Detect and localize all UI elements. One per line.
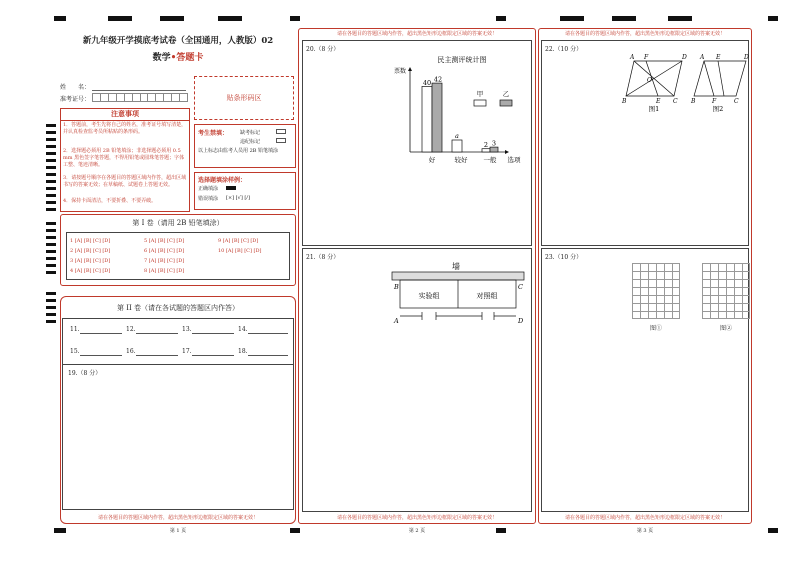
category-good: 好	[428, 156, 436, 164]
card-label: 答题卡	[176, 53, 204, 63]
fig1-point-f: F	[644, 54, 649, 61]
label-yi-good: 42	[433, 75, 443, 84]
fig1-point-o: O	[647, 77, 652, 84]
label-a: a	[455, 132, 459, 140]
side-mark	[46, 292, 56, 295]
group2-label: 对照组	[476, 292, 498, 300]
side-mark	[46, 243, 56, 246]
divider	[62, 364, 294, 365]
note-3: 3．请按题号顺序在各题目的答题区域内作答，超出区域书写的答案无效；在草稿纸、试题卷上答题无效。	[63, 175, 187, 188]
barcode-area: 贴条形码区	[194, 76, 294, 120]
choice-q1[interactable]: 1 [A] [B] [C] [D]	[70, 238, 111, 244]
legend-jia-label: 甲	[476, 90, 484, 98]
notes-title: 注意事项	[60, 109, 190, 121]
blank-11[interactable]	[80, 333, 122, 334]
note-4: 4．保持卡面清洁，不要折叠、不要弄破。	[63, 198, 157, 204]
correct-fill-sample	[226, 186, 236, 190]
side-mark	[46, 250, 56, 253]
side-mark	[46, 173, 56, 176]
blank-15[interactable]	[80, 355, 122, 356]
legend-yi-swatch	[500, 100, 512, 106]
bar-yi-average	[490, 147, 498, 152]
absent-checkbox[interactable]	[276, 129, 286, 134]
blank-13-label: 13.	[182, 326, 192, 333]
y-axis-label: 票数	[393, 68, 407, 75]
fig2-point-c: C	[734, 98, 739, 105]
side-mark	[46, 159, 56, 162]
bar-yi-good	[432, 83, 442, 152]
side-mark	[46, 166, 56, 169]
subject-line	[62, 50, 294, 63]
blank-12-label: 12.	[126, 326, 136, 333]
timing-mark	[290, 16, 300, 21]
side-mark	[46, 320, 56, 323]
label-yi-average: 3	[491, 139, 497, 148]
choice-q10[interactable]: 10 [A] [B] [C] [D]	[218, 248, 262, 254]
choice-q6[interactable]: 6 [A] [B] [C] [D]	[144, 248, 185, 254]
side-mark	[46, 201, 56, 204]
blank-16-label: 16.	[126, 348, 136, 355]
side-mark	[46, 229, 56, 232]
wrong-fill-marks: [×] [√] [/]	[226, 195, 250, 201]
legend-yi-label: 乙	[502, 90, 510, 98]
wall-label: 墙	[452, 262, 460, 271]
q19-answer-area[interactable]	[64, 378, 292, 508]
side-mark	[46, 264, 56, 267]
side-mark	[46, 138, 56, 141]
q22-figure1	[620, 52, 690, 112]
timing-mark	[560, 16, 584, 21]
timing-mark	[768, 16, 778, 21]
side-mark	[46, 194, 56, 197]
label-jia-good: 40	[422, 78, 432, 87]
q21-diagram	[390, 260, 530, 326]
correct-fill-label: 正确填涂	[198, 186, 219, 192]
side-mark	[46, 187, 56, 190]
blank-14-label: 14.	[238, 326, 248, 333]
q19-label: 19.（8 分）	[68, 370, 102, 377]
fig2-point-f: F	[712, 98, 717, 105]
side-mark	[46, 222, 56, 225]
x-axis-label: 选项	[507, 156, 521, 164]
choice-q9[interactable]: 9 [A] [B] [C] [D]	[218, 238, 259, 244]
q23-grid-2[interactable]	[702, 263, 750, 319]
fig2-caption: 图2	[712, 105, 724, 112]
subject-dot: •	[170, 53, 177, 63]
diagonal-bd	[626, 61, 682, 96]
q21-label: 21.（8 分）	[306, 254, 340, 261]
wall	[392, 272, 524, 280]
part1-title: 第 I 卷（请用 2B 铅笔填涂）	[132, 219, 224, 227]
blank-15-label: 15.	[70, 348, 80, 355]
name-label: 姓 名：	[60, 84, 91, 91]
choice-q4[interactable]: 4 [A] [B] [C] [D]	[70, 268, 111, 274]
blank-18[interactable]	[248, 355, 288, 356]
violation-label: 违纪标记	[240, 139, 261, 145]
id-field[interactable]	[92, 93, 188, 102]
blank-12[interactable]	[136, 333, 178, 334]
q22-label: 22.（10 分）	[545, 46, 583, 53]
group1-label: 实验组	[418, 292, 440, 300]
name-field[interactable]	[92, 90, 186, 91]
timing-mark	[108, 16, 132, 21]
side-mark	[46, 236, 56, 239]
blank-14[interactable]	[248, 333, 288, 334]
note-1: 1．答题前，考生先将自己的姓名，准考证号填写清楚，并认真检查监考员所粘贴的条形码。	[63, 122, 187, 135]
parallelogram-2	[694, 61, 746, 96]
id-label: 准考证号：	[60, 96, 91, 103]
timing-mark	[768, 528, 778, 533]
side-mark	[46, 208, 56, 211]
category-average: 一般	[483, 156, 497, 164]
point-a: A	[394, 317, 399, 325]
side-mark	[46, 124, 56, 127]
blank-17[interactable]	[192, 355, 234, 356]
bar-jia-good	[422, 86, 432, 152]
legend-jia-swatch	[474, 100, 486, 106]
timing-mark	[668, 16, 692, 21]
blank-13[interactable]	[192, 333, 234, 334]
q22-figure2	[690, 52, 750, 112]
page1-number: 第 1 页	[169, 528, 187, 534]
q20-label: 20.（8 分）	[306, 46, 340, 53]
fig2-point-e: E	[716, 54, 721, 61]
note-2: 2．选择题必须用 2B 铅笔填涂；非选择题必须用 0.5 mm 黑色签字笔答题，不得用铅笔或圆珠笔答题；字体工整、笔迹清晰。	[63, 148, 185, 168]
fig1-point-d: D	[682, 54, 687, 61]
fig2-point-a: A	[700, 54, 705, 61]
chart-title: 民主测评统计图	[437, 56, 487, 64]
wrong-fill-label: 错误填涂	[198, 196, 219, 202]
blank-11-label: 11.	[70, 326, 80, 333]
timing-mark	[612, 16, 636, 21]
point-c: C	[518, 283, 523, 291]
fig1-point-c: C	[673, 98, 678, 105]
timing-mark	[496, 16, 506, 21]
label-jia-average: 2	[483, 141, 489, 150]
page2-warning: 请在各题目的答题区域内作答，超出黑色矩形边框限定区域的答案无效！	[336, 515, 497, 521]
blank-18-label: 18.	[238, 348, 248, 355]
page3-top-warning: 请在各题目的答题区域内作答，超出黑色矩形边框限定区域的答案无效！	[564, 31, 725, 37]
timing-mark	[160, 16, 184, 21]
q23-fig2-caption: 图②	[719, 325, 732, 332]
choice-q8[interactable]: 8 [A] [B] [C] [D]	[144, 268, 185, 274]
fig1-point-e: E	[656, 98, 661, 105]
side-mark	[46, 145, 56, 148]
y-axis-arrow	[408, 67, 412, 71]
segment-fd	[718, 61, 724, 96]
q23-label: 23.（10 分）	[545, 254, 583, 261]
absent-label: 缺考标记	[240, 130, 261, 136]
fig1-point-b: B	[622, 98, 627, 105]
part2-title: 第 II 卷（请在各试题的答题区内作答）	[117, 304, 239, 312]
fig2-point-b: B	[691, 98, 696, 105]
blank-16[interactable]	[136, 355, 178, 356]
page3-warning: 请在各题目的答题区域内作答，超出黑色矩形边框限定区域的答案无效！	[564, 515, 725, 521]
q20-bar-chart	[370, 52, 530, 164]
side-mark	[46, 131, 56, 134]
side-mark	[46, 299, 56, 302]
point-b: B	[394, 283, 399, 291]
choice-q3[interactable]: 3 [A] [B] [C] [D]	[70, 258, 111, 264]
bar-fair	[452, 140, 462, 152]
fig2-point-d: D	[744, 54, 749, 61]
q23-fig1-caption: 图①	[649, 325, 662, 332]
fig1-caption: 图1	[648, 105, 660, 112]
side-mark	[46, 313, 56, 316]
forbidden-title: 考生禁填：	[198, 130, 229, 137]
q23-grid-1[interactable]	[632, 263, 680, 319]
side-mark	[46, 180, 56, 183]
point-d: D	[518, 317, 524, 325]
exam-title: 新九年级开学摸底考试卷（全国通用，人教版）02	[82, 36, 274, 46]
page3-number: 第 3 页	[636, 528, 654, 534]
violation-checkbox[interactable]	[276, 138, 286, 143]
page1-warning: 请在各题目的答题区域内作答，超出黑色矩形边框限定区域的答案无效！	[97, 515, 258, 521]
segment-ae	[704, 61, 714, 96]
page2-number: 第 2 页	[408, 528, 426, 534]
choice-q5[interactable]: 5 [A] [B] [C] [D]	[144, 238, 185, 244]
fig1-point-a: A	[630, 54, 635, 61]
page2-top-warning: 请在各题目的答题区域内作答，超出黑色矩形边框限定区域的答案无效！	[336, 31, 497, 37]
forbidden-desc: 以上标志由监考人员用 2B 铅笔填涂	[198, 148, 279, 154]
side-mark	[46, 152, 56, 155]
subject: 数学	[152, 53, 171, 63]
choice-q7[interactable]: 7 [A] [B] [C] [D]	[144, 258, 185, 264]
choice-q2[interactable]: 2 [A] [B] [C] [D]	[70, 248, 111, 254]
timing-mark	[54, 16, 66, 21]
x-axis-arrow	[505, 150, 509, 154]
side-mark	[46, 257, 56, 260]
fill-example-title: 选择题填涂样例：	[198, 177, 247, 184]
side-mark	[46, 271, 56, 274]
side-mark	[46, 306, 56, 309]
blank-17-label: 17.	[182, 348, 192, 355]
timing-mark	[218, 16, 242, 21]
category-fair: 较好	[454, 156, 468, 164]
